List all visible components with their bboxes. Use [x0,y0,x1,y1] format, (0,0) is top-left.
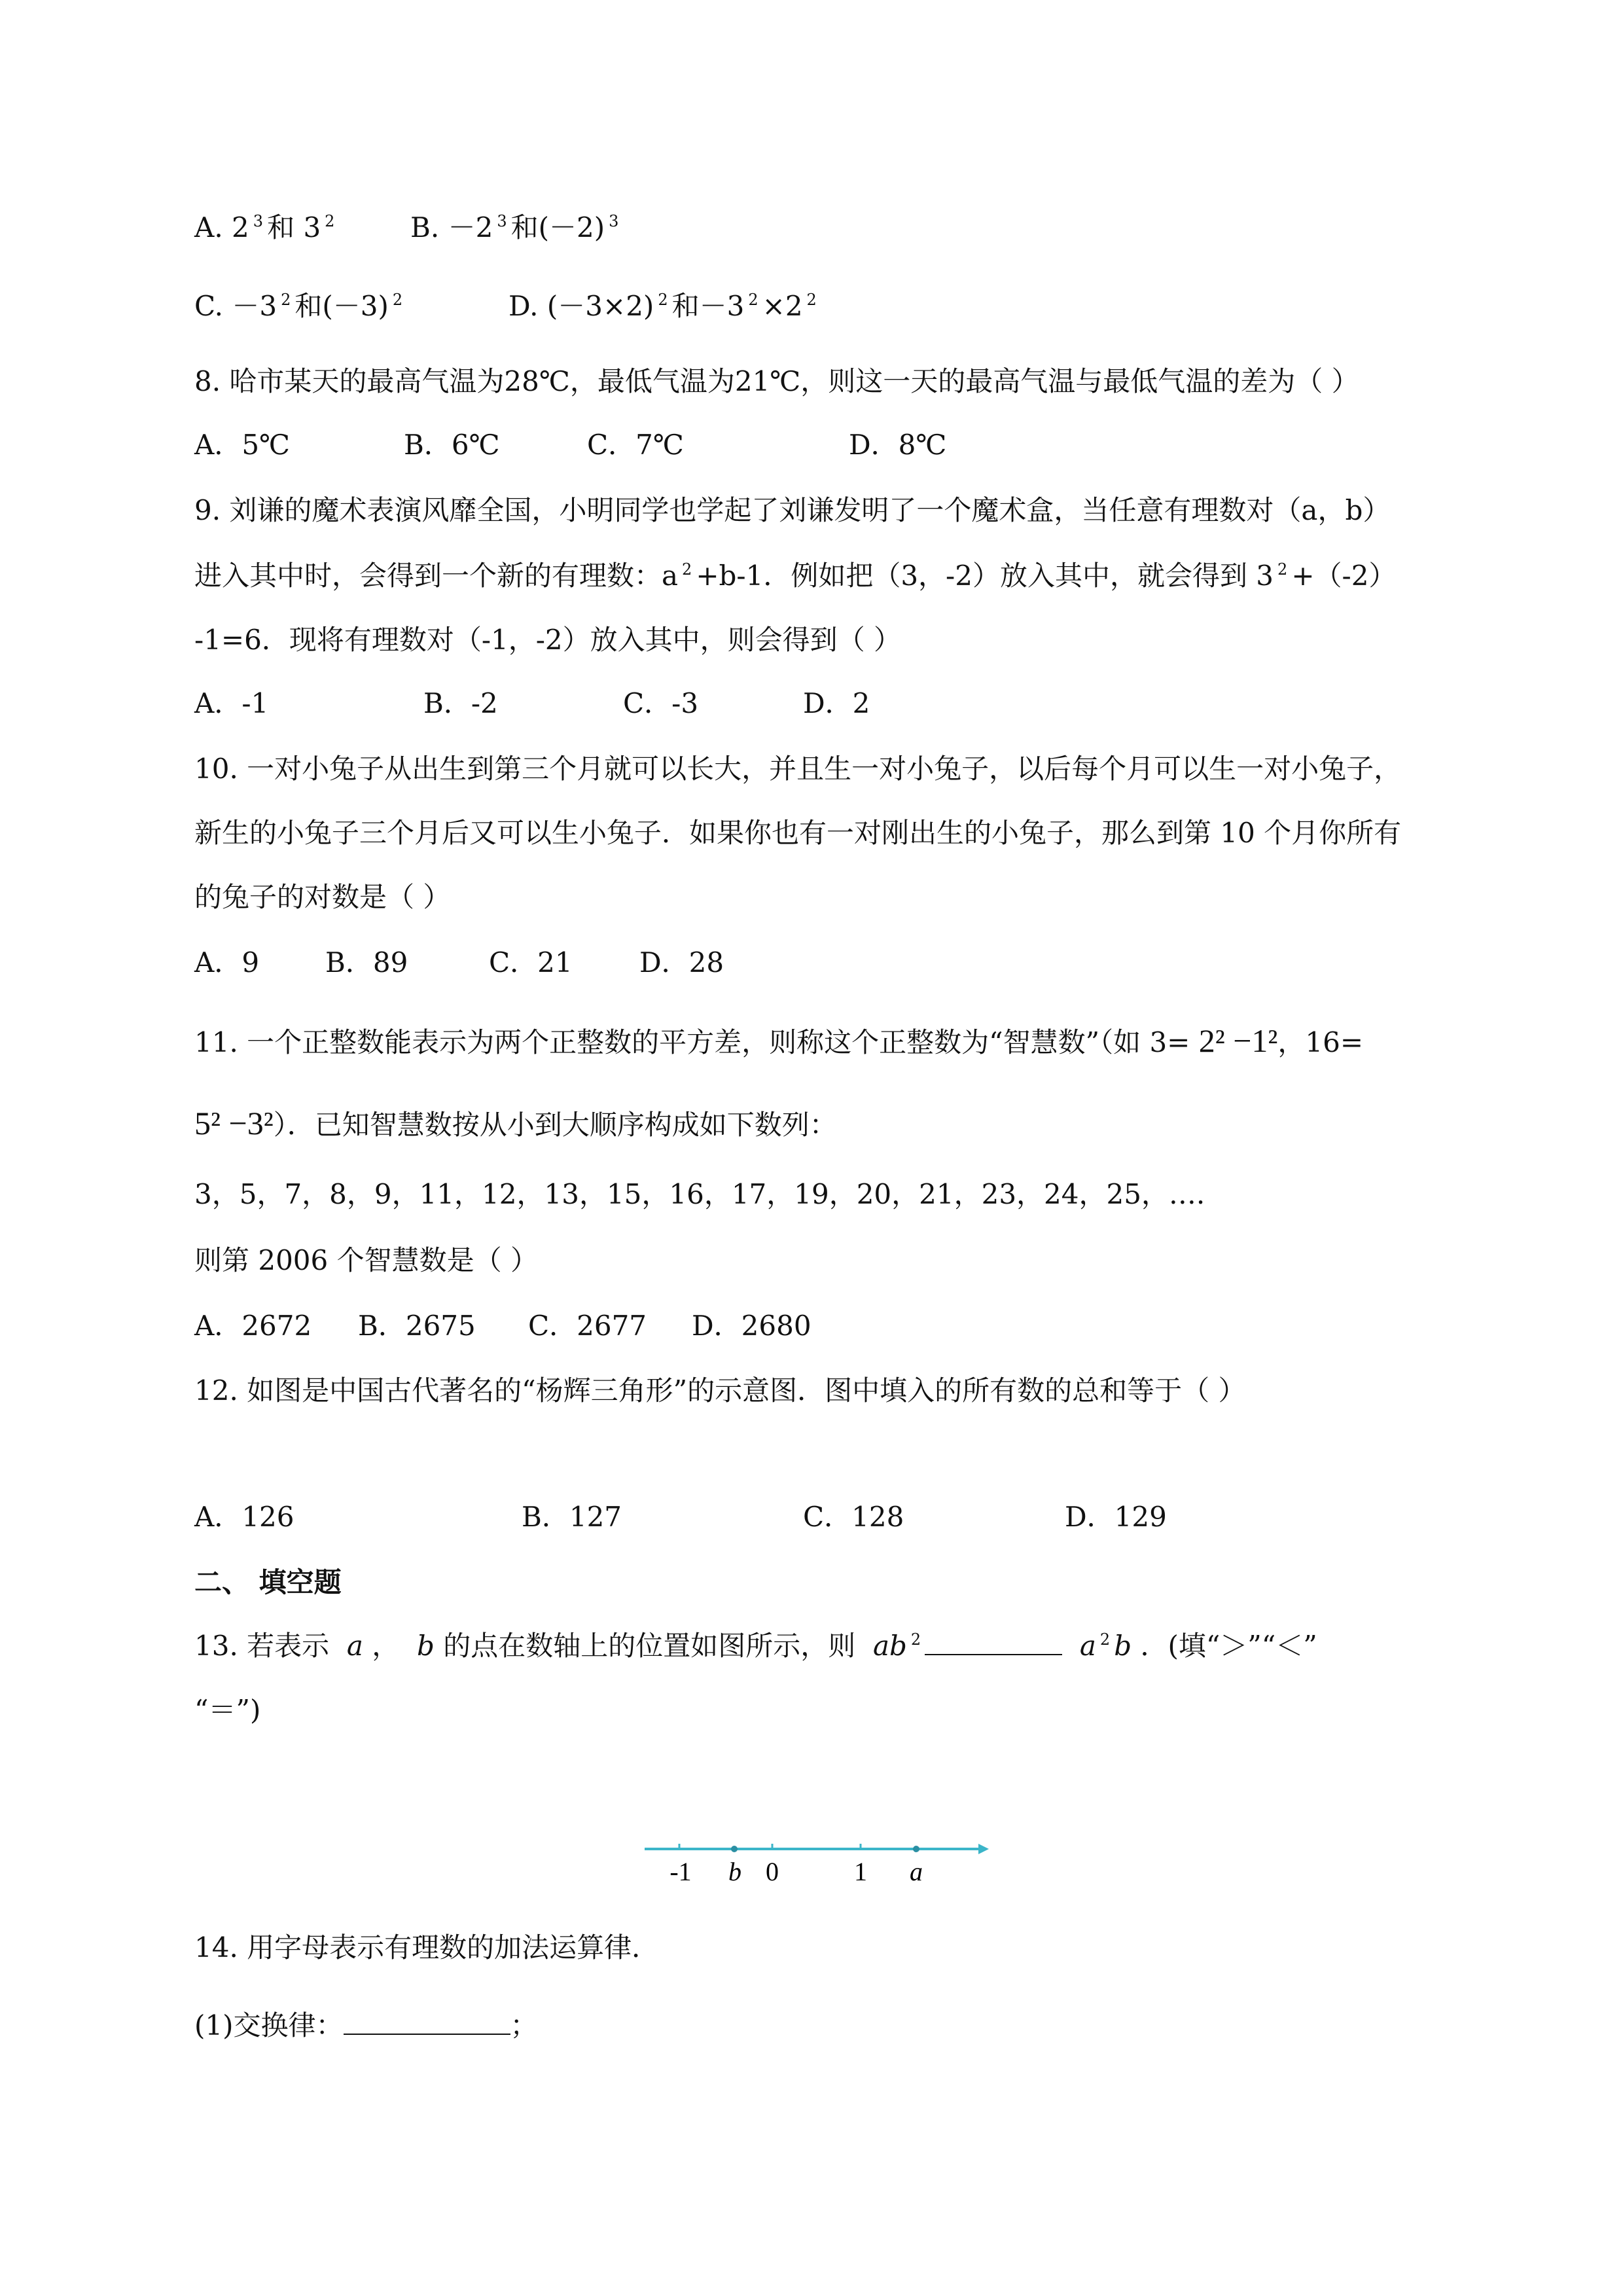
point-b [731,1846,738,1852]
point-a [913,1846,919,1852]
q12-stem: 12. 如图是中国古代著名的“杨辉三角形”的示意图．图中填入的所有数的总和等于（ ） [194,1374,1246,1407]
q8-option-d: D．8℃ [849,429,947,461]
q11-stem-line1: 11. 一个正整数能表示为两个正整数的平方差，则称这个正整数为“智慧数”（如 3= 2² −1²，16= [194,1022,1364,1059]
expr-2sq-minus-1sq: 2² −1² [1198,1022,1278,1059]
q10-stem-line3: 的兔子的对数是（ ） [194,881,451,913]
q13-answer-blank[interactable] [925,1629,1062,1655]
q13-stem-line2: “＝”) [194,1694,261,1726]
q11-option-b: B．2675 [358,1310,476,1342]
label-minus-1: -1 [669,1857,692,1886]
q9-option-d: D．2 [803,687,870,719]
label-1: 1 [854,1857,867,1886]
q9-stem-line3: -1=6．现将有理数对（-1，-2）放入其中，则会得到（ ） [194,624,902,656]
q10-stem-line2: 新生的小兔子三个月后又可以生小兔子．如果你也有一对刚出生的小兔子，那么到第 10 个月你所有 [194,817,1402,849]
q7-option-a: A. 2 $^3$ 和 3 $^2$ [194,211,335,243]
q12-option-a: A．126 [194,1501,294,1533]
q13-stem-line1: 13. 若表示 a ， b 的点在数轴上的位置如图所示，则 ab $^2$ a $^2$ b ．(填“＞”“＜” [194,1630,1317,1662]
q11-option-d: D．2680 [692,1310,812,1342]
q9-option-a: A．-1 [194,687,269,719]
number-line-figure [638,1829,991,1895]
q10-option-d: D．28 [639,946,724,978]
q12-option-d: D．129 [1065,1501,1167,1533]
q9-option-b: B．-2 [423,687,498,719]
q10-stem-line1: 10. 一对小兔子从出生到第三个月就可以长大，并且生一对小兔子，以后每个月可以生一对小兔子， [194,753,1402,785]
q11-stem-line2: 5² −3²）．已知智慧数按从小到大顺序构成如下数列： [194,1105,837,1141]
expr-5sq-minus-3sq: 5² −3² [194,1105,274,1141]
number-line-arrow [978,1844,989,1854]
q11-option-a: A．2672 [194,1310,312,1342]
label-b: b [728,1857,741,1886]
q14-stem: 14. 用字母表示有理数的加法运算律． [194,1931,660,1964]
label-a: a [910,1857,923,1886]
q7-option-c: C. －3 $^2$ 和(－3) $^2$ [194,290,403,322]
q7-option-b: B. －2 $^3$ 和(－2) $^3$ [410,211,619,243]
q11-option-c: C．2677 [528,1310,647,1342]
label-0: 0 [766,1857,779,1886]
q8-stem: 8. 哈市某天的最高气温为28℃，最低气温为21℃，则这一天的最高气温与最低气温的差为（ ） [194,365,1359,397]
section-heading-fill-in: 二、 填空题 [194,1566,342,1598]
q9-stem-line2: 进入其中时，会得到一个新的有理数：a $^2$ +b-1．例如把（3，-2）放入其中，就会得到 3 $^2$ +（-2） [194,560,1397,592]
q14-commutative-blank[interactable] [344,2009,510,2035]
q14-item-1: (1)交换律： ； [194,2009,538,2041]
q11-sequence: 3，5，7，8，9，11，12，13，15，16，17，19，20，21，23，24，25，…. [194,1178,1205,1210]
q7-option-d: D. (－3×2) $^2$ 和－3 $^2$ ×2 $^2$ [508,290,817,322]
q10-option-c: C．21 [489,946,573,978]
q9-option-c: C．-3 [623,687,699,719]
q8-option-c: C．7℃ [587,429,684,461]
q10-option-b: B．89 [325,946,408,978]
q9-stem-line1: 9. 刘谦的魔术表演风靡全国，小明同学也学起了刘谦发明了一个魔术盒，当任意有理数对（a，b） [194,494,1391,526]
q8-option-b: B．6℃ [404,429,500,461]
q10-option-a: A．9 [194,946,260,978]
q12-option-c: C．128 [803,1501,904,1533]
q11-stem-line4: 则第 2006 个智慧数是（ ） [194,1244,538,1276]
q8-option-a: A．5℃ [194,429,291,461]
q12-option-b: B．127 [522,1501,622,1533]
